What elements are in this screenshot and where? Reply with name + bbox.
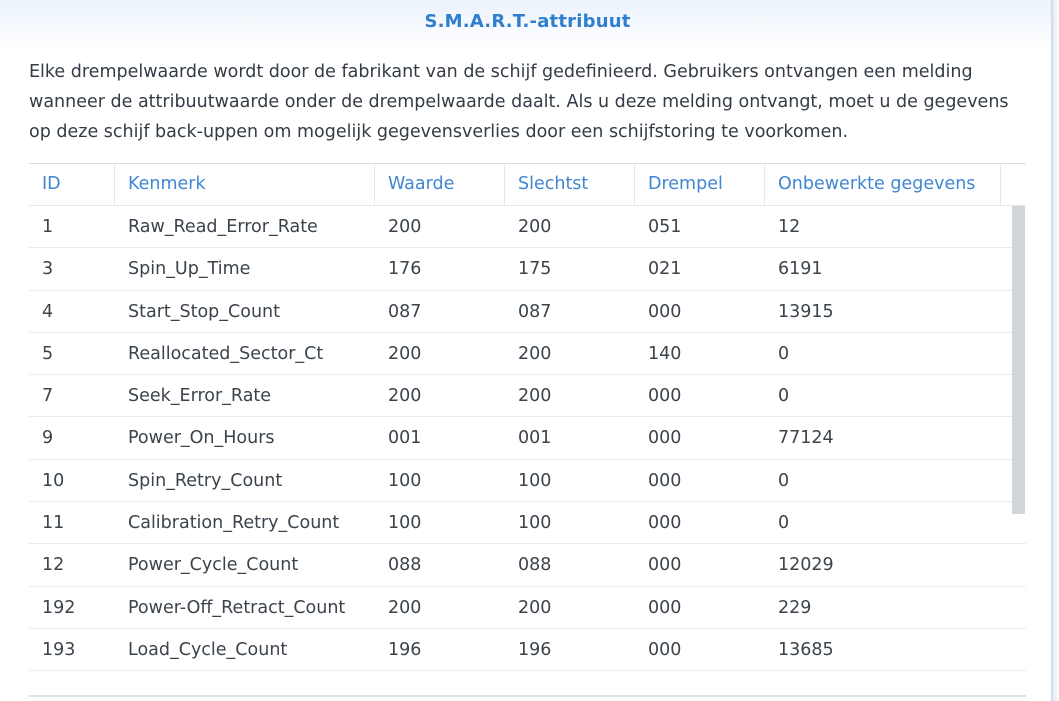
cell-waarde: 001	[388, 428, 422, 449]
cell-slechtst: 088	[518, 555, 552, 576]
column-header-onbewerkte-gegevens[interactable]: Onbewerkte gegevens	[765, 164, 1001, 205]
cell-onbewerkte-gegevens: 12029	[778, 555, 834, 576]
cell-waarde: 200	[388, 343, 422, 364]
cell-kenmerk: Power_On_Hours	[128, 428, 275, 449]
cell-kenmerk: Spin_Up_Time	[128, 259, 251, 280]
cell-id: 9	[42, 428, 54, 449]
dialog-title: S.M.A.R.T.-attribuut	[424, 11, 631, 32]
cell-drempel: 000	[648, 513, 682, 534]
cell-slechtst: 001	[518, 428, 552, 449]
table-header	[29, 164, 1026, 206]
cell-waarde: 087	[388, 301, 422, 322]
table-row[interactable]	[29, 375, 1026, 417]
cell-onbewerkte-gegevens: 0	[778, 513, 790, 534]
cell-slechtst: 200	[518, 597, 552, 618]
cell-waarde: 196	[388, 639, 422, 660]
cell-slechtst: 100	[518, 470, 552, 491]
cell-kenmerk: Reallocated_Sector_Ct	[128, 343, 324, 364]
cell-kenmerk: Power-Off_Retract_Count	[128, 597, 346, 618]
cell-id: 5	[42, 343, 54, 364]
table-row[interactable]	[29, 333, 1026, 375]
cell-onbewerkte-gegevens: 6191	[778, 259, 823, 280]
cell-kenmerk: Seek_Error_Rate	[128, 386, 272, 407]
cell-id: 12	[42, 555, 65, 576]
cell-onbewerkte-gegevens: 0	[778, 470, 790, 491]
cell-drempel: 000	[648, 386, 682, 407]
table-row[interactable]	[29, 291, 1026, 333]
cell-kenmerk: Calibration_Retry_Count	[128, 513, 340, 534]
cell-id: 4	[42, 301, 54, 322]
cell-drempel: 140	[648, 343, 682, 364]
cell-waarde: 200	[388, 597, 422, 618]
cell-slechtst: 200	[518, 343, 552, 364]
column-header-kenmerk[interactable]: Kenmerk	[115, 164, 375, 205]
table-row[interactable]	[29, 629, 1026, 671]
column-header-drempel[interactable]: Drempel	[635, 164, 765, 205]
cell-kenmerk: Start_Stop_Count	[128, 301, 281, 322]
cell-drempel: 000	[648, 428, 682, 449]
dialog-description: Elke drempelwaarde wordt door de fabrikant van de schijf gedefinieerd. Gebruikers ontvangen een melding wanneer de attribuutwaarde onder de drempelwaarde daalt. Als u deze melding ontvangt, moet u de gegevens op deze schijf back-uppen om mogelijk gegevensverlies door een schijfstoring te voorkomen.	[29, 62, 1009, 142]
column-header-slechtst[interactable]: Slechtst	[505, 164, 635, 205]
smart-attribute-table	[29, 163, 1026, 672]
table-row[interactable]	[29, 248, 1026, 290]
table-row[interactable]	[29, 587, 1026, 629]
table-body	[29, 206, 1026, 671]
table-scrollbar[interactable]	[1012, 206, 1025, 514]
cell-id: 1	[42, 217, 54, 237]
cell-drempel: 051	[648, 217, 682, 237]
column-header-id[interactable]: ID	[29, 164, 115, 205]
cell-drempel: 021	[648, 259, 682, 280]
column-header-waarde[interactable]: Waarde	[375, 164, 505, 205]
cell-onbewerkte-gegevens: 0	[778, 343, 790, 364]
table-row[interactable]	[29, 502, 1026, 544]
cell-waarde: 100	[388, 470, 422, 491]
cell-drempel: 000	[648, 639, 682, 660]
cell-id: 3	[42, 259, 54, 280]
cell-slechtst: 200	[518, 217, 552, 237]
cell-waarde: 200	[388, 386, 422, 407]
cell-kenmerk: Load_Cycle_Count	[128, 639, 288, 660]
cell-slechtst: 100	[518, 513, 552, 534]
cell-slechtst: 200	[518, 386, 552, 407]
cell-id: 7	[42, 386, 54, 407]
cell-onbewerkte-gegevens: 13915	[778, 301, 834, 322]
cell-waarde: 176	[388, 259, 422, 280]
cell-onbewerkte-gegevens: 12	[778, 217, 801, 237]
cell-drempel: 000	[648, 555, 682, 576]
table-row[interactable]	[29, 417, 1026, 459]
table-row[interactable]	[29, 206, 1026, 248]
table-row[interactable]	[29, 460, 1026, 502]
cell-id: 192	[42, 597, 76, 618]
footer-divider	[29, 695, 1026, 697]
cell-id: 10	[42, 470, 65, 491]
cell-slechtst: 087	[518, 301, 552, 322]
dialog-titlebar[interactable]	[0, 0, 1051, 46]
cell-waarde: 088	[388, 555, 422, 576]
cell-slechtst: 175	[518, 259, 552, 280]
cell-kenmerk: Power_Cycle_Count	[128, 555, 299, 576]
cell-onbewerkte-gegevens: 229	[778, 597, 812, 618]
cell-waarde: 100	[388, 513, 422, 534]
cell-drempel: 000	[648, 597, 682, 618]
cell-onbewerkte-gegevens: 77124	[778, 428, 834, 449]
cell-drempel: 000	[648, 470, 682, 491]
table-row[interactable]	[29, 544, 1026, 586]
cell-kenmerk: Raw_Read_Error_Rate	[128, 217, 318, 237]
cell-kenmerk: Spin_Retry_Count	[128, 470, 283, 491]
cell-slechtst: 196	[518, 639, 552, 660]
cell-id: 193	[42, 639, 76, 660]
cell-id: 11	[42, 513, 65, 534]
window-border	[1051, 0, 1059, 701]
cell-onbewerkte-gegevens: 0	[778, 386, 790, 407]
cell-onbewerkte-gegevens: 13685	[778, 639, 834, 660]
cell-drempel: 000	[648, 301, 682, 322]
cell-waarde: 200	[388, 217, 422, 237]
